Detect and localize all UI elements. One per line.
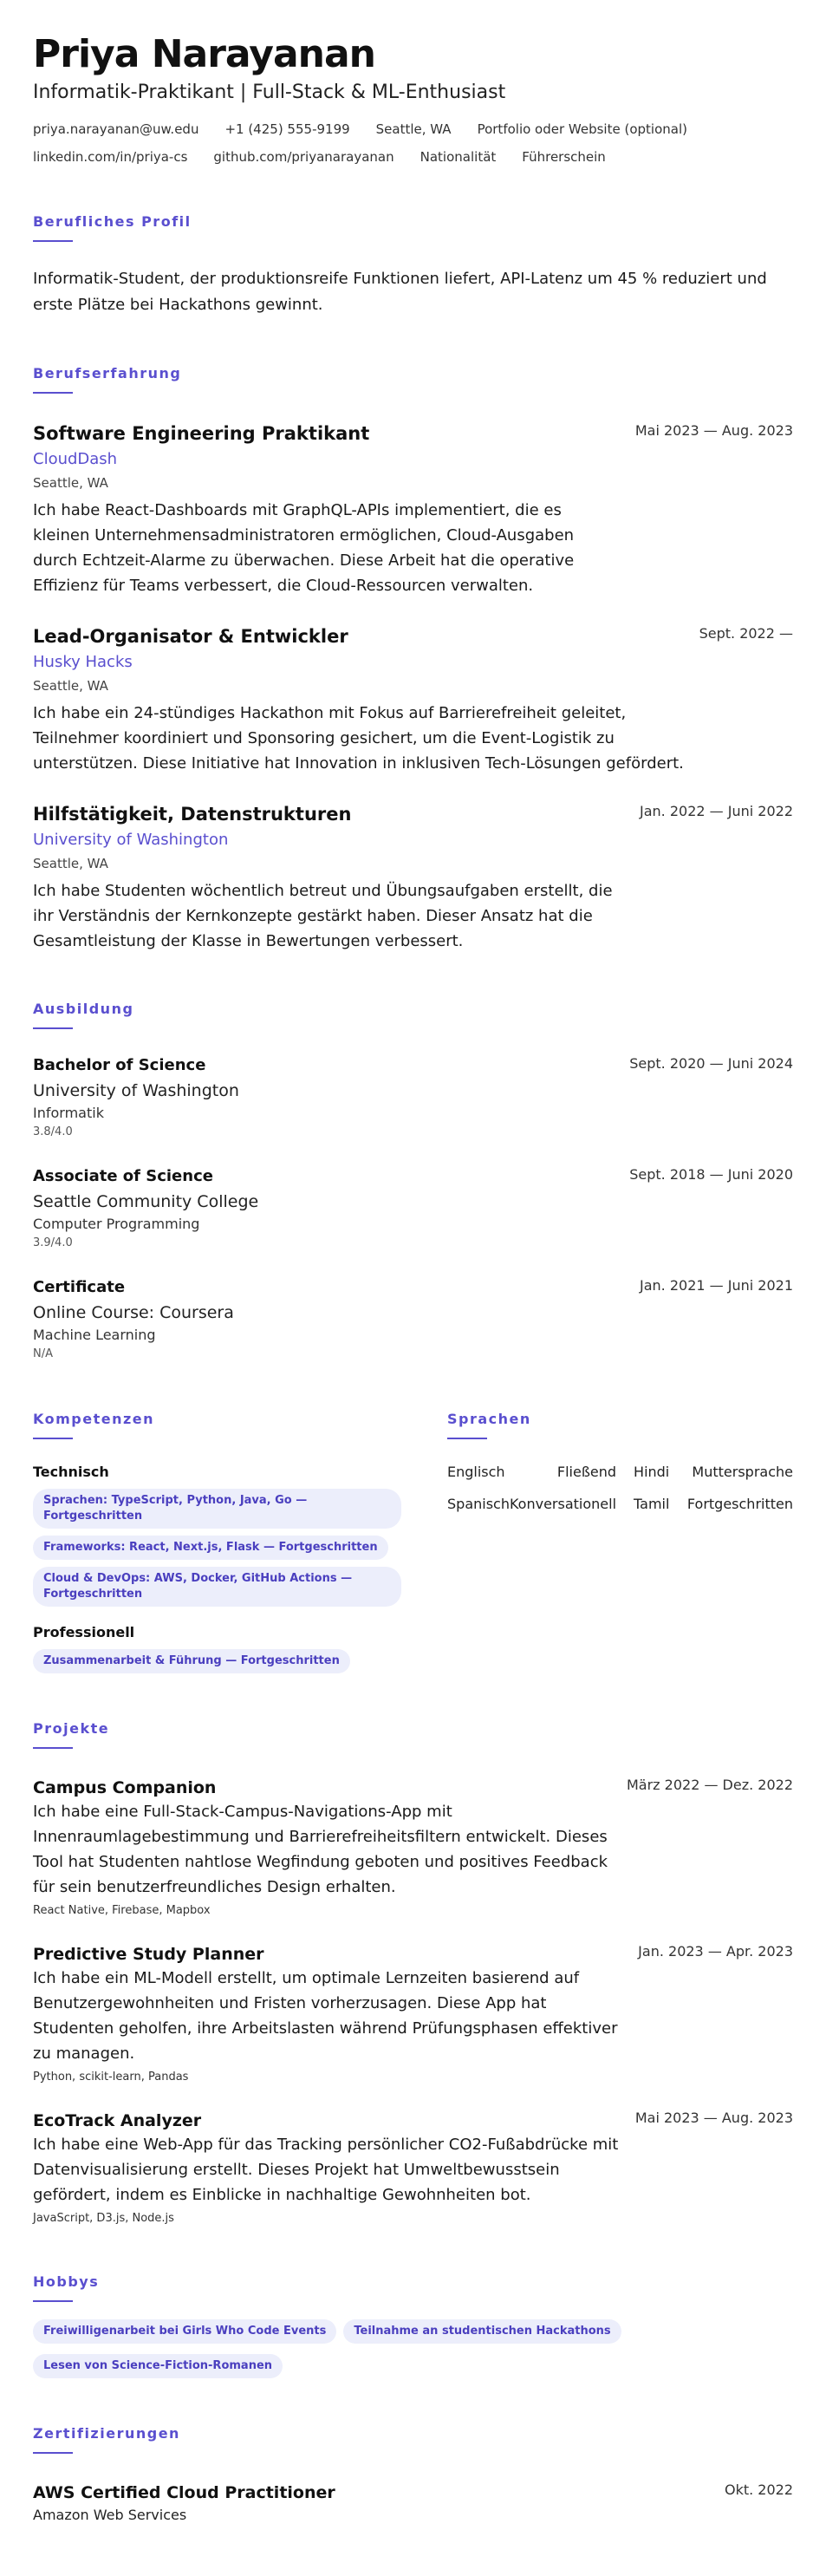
experience-section	[33, 365, 793, 954]
education-school: Online Course: Coursera	[33, 1303, 234, 1322]
skill-chip: Sprachen: TypeScript, Python, Java, Go — Fortgeschritten	[33, 1489, 401, 1529]
contact-row-secondary	[33, 147, 793, 166]
certifications-section	[33, 2425, 793, 2525]
language-item	[447, 1464, 616, 1480]
skill-chip: Frameworks: React, Next.js, Flask — Fortgeschritten	[33, 1536, 388, 1560]
section-heading: Zertifizierungen	[33, 2425, 180, 2442]
candidate-name: Priya Narayanan	[33, 32, 375, 76]
education-field: Informatik	[33, 1105, 104, 1121]
experience-entry	[33, 802, 793, 954]
languages-section	[447, 1411, 793, 1673]
section-heading: Sprachen	[447, 1411, 531, 1427]
project-title: Predictive Study Planner	[33, 1945, 264, 1964]
education-date: Sept. 2020 — Juni 2024	[629, 1055, 793, 1072]
certification-entry	[33, 2481, 793, 2525]
project-date: Mai 2023 — Aug. 2023	[634, 2110, 793, 2126]
project-entry	[33, 1943, 793, 2085]
education-entry	[33, 1166, 793, 1251]
project-description: Ich habe eine Full-Stack-Campus-Navigations-App mit Innenraumlagebestimmung und Barrierefreiheitsfiltern entwickelt. Dieses Tool hat Studenten nahtlose Wegfindung geboten und positives Feedback für sein benutzerfreundliches Design erhalten.	[33, 1803, 608, 1896]
project-description: Ich habe eine Web-App für das Tracking persönlicher CO2-Fußabdrücke mit Datenvisualisierung erstellt. Dieses Projekt hat Umweltbewusstsein gefördert, indem es Einblicke in nachhaltige Gewohnheiten bot.	[33, 2136, 619, 2204]
education-field: Machine Learning	[33, 1327, 156, 1343]
skill-group-technical-title: Technisch	[33, 1464, 109, 1480]
language-level: Konversationell	[509, 1496, 617, 1512]
resume-header	[33, 31, 793, 166]
section-divider	[33, 1747, 73, 1749]
skill-chip: Cloud & DevOps: AWS, Docker, GitHub Actions — Fortgeschritten	[33, 1567, 401, 1607]
contact-location: Seattle, WA	[375, 121, 452, 137]
skill-group-professional-title: Professionell	[33, 1624, 135, 1640]
entry-organization: University of Washington	[33, 831, 229, 849]
hobbies-section	[33, 2273, 793, 2378]
education-gpa: 3.8/4.0	[33, 1125, 73, 1138]
contact-row-primary	[33, 120, 793, 139]
language-name: Hindi	[634, 1464, 670, 1480]
education-degree: Associate of Science	[33, 1167, 213, 1185]
language-name: Englisch	[447, 1464, 505, 1480]
profile-section	[33, 213, 793, 318]
language-item	[447, 1496, 616, 1512]
contact-license: Führerschein	[522, 149, 606, 165]
language-level: Muttersprache	[692, 1464, 793, 1480]
projects-section	[33, 1720, 793, 2227]
contact-nationality: Nationalität	[420, 149, 497, 165]
candidate-tagline: Informatik-Praktikant | Full-Stack & ML-Enthusiast	[33, 82, 506, 103]
hobby-chip: Teilnahme an studentischen Hackathons	[343, 2319, 621, 2344]
experience-entry	[33, 624, 793, 776]
contact-email[interactable]: priya.narayanan@uw.edu	[33, 121, 199, 137]
entry-location: Seattle, WA	[33, 678, 108, 694]
entry-date: Mai 2023 — Aug. 2023	[634, 422, 793, 439]
language-name: Tamil	[634, 1496, 670, 1512]
entry-description: Ich habe Studenten wöchentlich betreut und Übungsaufgaben erstellt, die ihr Verständnis der Kernkonzepte gestärkt haben. Dieser Ansatz hat die Gesamtleistung der Klasse in Bewertungen verbessert.	[33, 882, 613, 950]
profile-summary: Informatik-Student, der produktionsreife Funktionen liefert, API-Latenz um 45 % reduziert und erste Plätze bei Hackathons gewinnt.	[33, 270, 767, 314]
language-name: Spanisch	[447, 1496, 510, 1512]
education-gpa: N/A	[33, 1347, 53, 1360]
section-divider	[33, 1438, 73, 1439]
project-title: EcoTrack Analyzer	[33, 2111, 202, 2130]
contact-phone[interactable]: +1 (425) 555-9199	[224, 121, 350, 137]
education-school: University of Washington	[33, 1081, 239, 1100]
language-level: Fortgeschritten	[686, 1496, 793, 1512]
technical-skill-chips	[33, 1489, 414, 1607]
professional-skill-chips	[33, 1649, 414, 1673]
languages-table	[447, 1464, 793, 1512]
project-title: Campus Companion	[33, 1778, 217, 1797]
entry-title: Hilfstätigkeit, Datenstrukturen	[33, 804, 352, 825]
education-gpa: 3.9/4.0	[33, 1236, 73, 1249]
section-divider	[447, 1438, 487, 1439]
section-divider	[33, 392, 73, 394]
entry-organization: CloudDash	[33, 450, 118, 468]
entry-description: Ich habe ein 24-stündiges Hackathon mit Fokus auf Barrierefreiheit geleitet, Teilnehmer koordiniert und Sponsoring gesichert, um die Event-Logistik zu unterstützen. Diese Initiative hat Innovation in inklusiven Tech-Lösungen gefördert.	[33, 704, 684, 773]
project-date: März 2022 — Dez. 2022	[626, 1777, 793, 1793]
skills-section	[33, 1411, 414, 1673]
education-degree: Certificate	[33, 1278, 126, 1296]
skill-chip: Zusammenarbeit & Führung — Fortgeschritten	[33, 1649, 350, 1673]
education-school: Seattle Community College	[33, 1192, 259, 1211]
section-heading: Berufliches Profil	[33, 213, 192, 230]
language-item	[634, 1496, 793, 1512]
project-tech-stack: React Native, Firebase, Mapbox	[33, 1904, 211, 1917]
hobby-chips	[33, 2319, 692, 2378]
entry-date: Sept. 2022 —	[699, 625, 793, 642]
entry-title: Lead-Organisator & Entwickler	[33, 626, 348, 647]
project-tech-stack: JavaScript, D3.js, Node.js	[33, 2212, 174, 2225]
project-entry	[33, 1777, 793, 1919]
certification-title: AWS Certified Cloud Practitioner	[33, 2483, 335, 2502]
education-entry	[33, 1055, 793, 1140]
section-divider	[33, 2300, 73, 2302]
entry-description: Ich habe React-Dashboards mit GraphQL-APIs implementiert, die es kleinen Unternehmensadministratoren ermöglichen, Cloud-Ausgaben durch Echtzeit-Alarme zu überwachen. Diese Arbeit hat die operative Effizienz für Teams verbessert, die Cloud-Ressourcen verwalten.	[33, 501, 575, 595]
section-heading: Berufserfahrung	[33, 365, 182, 382]
section-divider	[33, 240, 73, 242]
project-entry	[33, 2110, 793, 2227]
project-date: Jan. 2023 — Apr. 2023	[638, 1943, 793, 1960]
education-section	[33, 1001, 793, 1362]
section-heading: Ausbildung	[33, 1001, 134, 1017]
language-item	[634, 1464, 793, 1480]
experience-entry	[33, 421, 793, 598]
project-description: Ich habe ein ML-Modell erstellt, um optimale Lernzeiten basierend auf Benutzergewohnheiten und Fristen vorherzusagen. Diese App hat Studenten geholfen, ihre Arbeitslasten während Prüfungsphasen effektiver zu managen.	[33, 1969, 618, 2063]
education-entry	[33, 1277, 793, 1362]
section-heading: Projekte	[33, 1720, 110, 1737]
entry-organization: Husky Hacks	[33, 653, 133, 671]
contact-github[interactable]: github.com/priyanarayanan	[213, 149, 394, 165]
contact-portfolio[interactable]: Portfolio oder Website (optional)	[477, 121, 687, 137]
entry-location: Seattle, WA	[33, 856, 108, 871]
project-tech-stack: Python, scikit-learn, Pandas	[33, 2071, 189, 2084]
entry-title: Software Engineering Praktikant	[33, 423, 370, 444]
section-divider	[33, 1027, 73, 1029]
section-heading: Kompetenzen	[33, 1411, 155, 1427]
certification-issuer: Amazon Web Services	[33, 2507, 187, 2523]
skills-languages-row	[33, 1411, 793, 1673]
entry-location: Seattle, WA	[33, 475, 108, 491]
education-date: Jan. 2021 — Juni 2021	[640, 1277, 793, 1294]
hobby-chip: Freiwilligenarbeit bei Girls Who Code Events	[33, 2319, 336, 2344]
hobby-chip: Lesen von Science-Fiction-Romanen	[33, 2354, 283, 2378]
education-field: Computer Programming	[33, 1216, 200, 1232]
entry-date: Jan. 2022 — Juni 2022	[640, 803, 793, 819]
certification-date: Okt. 2022	[724, 2481, 793, 2498]
language-level: Fließend	[556, 1464, 617, 1480]
education-degree: Bachelor of Science	[33, 1056, 206, 1074]
education-date: Sept. 2018 — Juni 2020	[629, 1166, 793, 1183]
section-heading: Hobbys	[33, 2273, 100, 2290]
section-divider	[33, 2452, 73, 2454]
contact-linkedin[interactable]: linkedin.com/in/priya-cs	[33, 149, 188, 165]
